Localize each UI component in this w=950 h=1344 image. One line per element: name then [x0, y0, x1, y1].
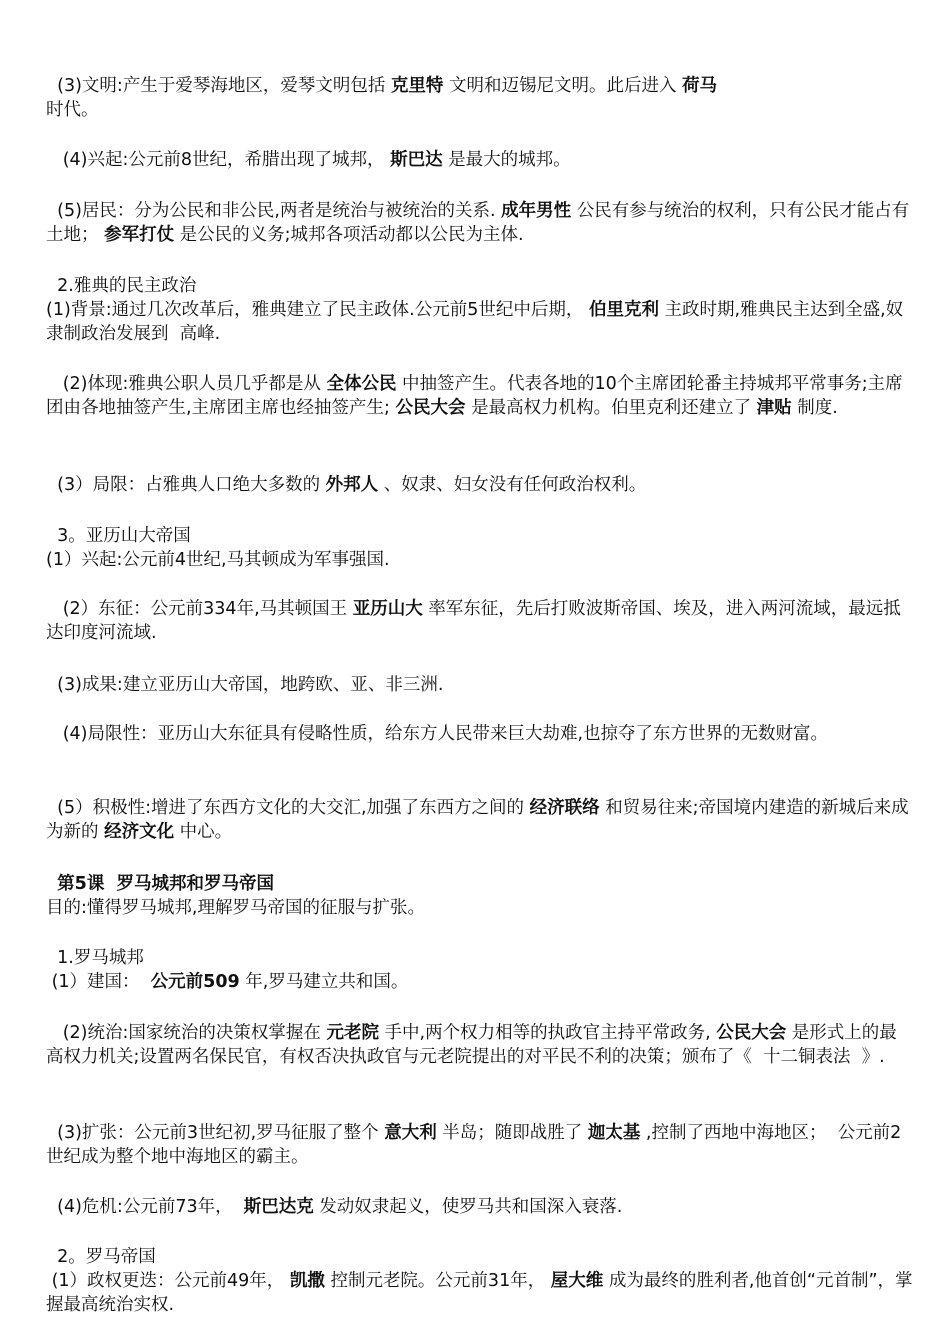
- para-aegean-civilization: (3)文明:产生于爱琴海地区，爱琴文明包括 克里特 文明和迈锡尼文明。此后进入 荷马 时代。: [46, 76, 718, 120]
- answer-caesar: 凯撒: [289, 1271, 325, 1291]
- answer-sparta: 斯巴达: [390, 150, 443, 170]
- section-roman-empire: 2。罗马帝国 (1）政权更迭：公元前49年， 凯撒 控制元老院。公元前31年， 屋大维 成为最终的胜利者,他首创“元首制”，掌握最高统治实权.: [46, 1247, 913, 1315]
- para-manifestation: (2)体现:雅典公职人员几乎都是从 全体公民 中抽签产生。代表各地的10个主席团轮番主持城邦平常事务;主席团由各地抽签产生,主席团主席也经抽签产生; 公民大会 是最高权力机构。伯里克利还建立了 津贴 制度.: [46, 374, 903, 418]
- section-roman-city-state: 1.罗马城邦 (1）建国： 公元前509 年,罗马建立共和国。: [46, 948, 409, 992]
- answer-all-citizens: 全体公民: [326, 374, 397, 394]
- answer-senate: 元老院: [326, 1023, 379, 1043]
- lesson-header: [46, 848, 914, 920]
- section-alexander-empire: 3。亚历山大帝国 (1）兴起:公元前4世纪,马其顿成为军事强国.: [46, 526, 390, 570]
- answer-pericles: 伯里克利: [588, 300, 659, 320]
- section-athens-democracy: 2.雅典的民主政治 (1)背景:通过几次改革后，雅典建立了民主政体.公元前5世纪中后期， 伯里克利 主政时期,雅典民主达到全盛,奴隶制政治发展到 高峰.: [46, 276, 904, 344]
- answer-spartacus: 斯巴达克: [243, 1197, 314, 1217]
- answer-foreigners: 外邦人: [325, 475, 379, 495]
- para-limitations: (3）局限：占雅典人口绝大多数的 外邦人 、奴隶、妇女没有任何政治权利。: [57, 475, 647, 495]
- para-eastern-campaign: (2）东征：公元前334年,马其顿国王 亚历山大 率军东征，先后打败波斯帝国、埃及，进入两河流域，最远抵达印度河流域.: [46, 599, 901, 643]
- section-heading: 1.罗马城邦: [57, 948, 144, 968]
- answer-crete: 克里特: [390, 76, 444, 96]
- lesson-title: 第5课 罗马城邦和罗马帝国: [57, 874, 275, 894]
- para-expansion: (3)扩张：公元前3世纪初,罗马征服了整个 意大利 半岛；随即战胜了 迦太基 ,控制了西地中海地区； 公元前2 世纪成为整个地中海地区的霸主。: [46, 1123, 913, 1167]
- answer-economic-ties: 经济联络: [529, 798, 600, 818]
- answer-octavian: 屋大维: [550, 1271, 604, 1291]
- answer-alexander: 亚历山大: [352, 599, 423, 619]
- section-heading: 3。亚历山大帝国: [57, 526, 191, 546]
- section-heading: 2。罗马帝国: [57, 1247, 156, 1267]
- lesson-goal: 目的:懂得罗马城邦,理解罗马帝国的征服与扩张。: [46, 898, 425, 918]
- answer-citizens-assembly: 公民大会: [395, 398, 466, 418]
- answer-509bc: 公元前509: [150, 972, 240, 992]
- answer-allowance: 津贴: [756, 398, 792, 418]
- para-rule: (2)统治:国家统治的决策权掌握在 元老院 手中,两个权力相等的执政官主持平常政务, 公民大会 是形式上的最高权力机关;设置两名保民官，有权否决执政官与元老院提出的对平民不利的决策；颁布了《 十二铜表法 》.: [46, 1023, 897, 1067]
- para-crisis: (4)危机:公元前73年， 斯巴达克 发动奴隶起义，使罗马共和国深入衰落.: [57, 1197, 623, 1217]
- answer-adult-male: 成年男性: [501, 201, 572, 221]
- answer-carthage: 迦太基: [587, 1123, 641, 1143]
- para-results: (3)成果:建立亚历山大帝国，地跨欧、亚、非三洲.: [57, 675, 444, 695]
- para-limitation-nature: (4)局限性：亚历山大东征具有侵略性质，给东方人民带来巨大劫难,也掠夺了东方世界的无数财富。: [57, 724, 829, 744]
- para-greek-rise: (4)兴起:公元前8世纪，希腊出现了城邦， 斯巴达 是最大的城邦。: [57, 150, 571, 170]
- section-heading: 2.雅典的民主政治: [57, 276, 197, 296]
- answer-military-service: 参军打仗: [104, 225, 175, 245]
- answer-economic-culture: 经济文化: [104, 822, 175, 842]
- para-residents: (5)居民：分为公民和非公民,两者是统治与被统治的关系. 成年男性 公民有参与统治的权利，只有公民才能占有土地； 参军打仗 是公民的义务;城邦各项活动都以公民为主体.: [46, 201, 910, 245]
- answer-italy: 意大利: [384, 1123, 437, 1143]
- answer-homer: 荷马: [682, 76, 718, 96]
- answer-popular-assembly: 公民大会: [716, 1023, 787, 1043]
- para-positive-effects: (5）积极性:增进了东西方文化的大交汇,加强了东西方之间的 经济联络 和贸易往来;帝国境内建造的新城后来成为新的 经济文化 中心。: [46, 798, 909, 842]
